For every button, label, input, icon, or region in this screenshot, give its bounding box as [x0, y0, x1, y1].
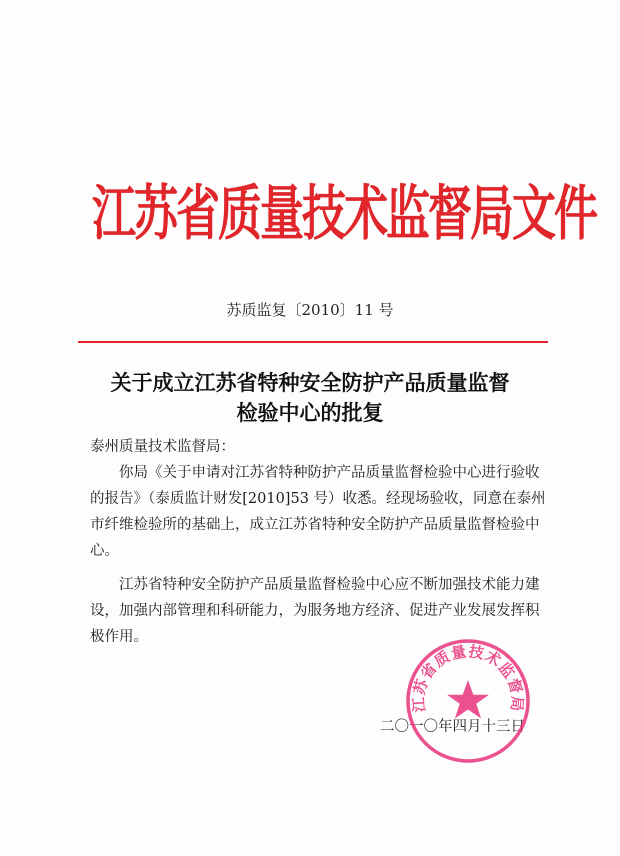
- document-header-title: 江苏省质量技术监督局文件: [92, 179, 596, 249]
- body-paragraph-1: 你局《关于申请对江苏省特种防护产品质量监督检验中心进行验收的报告》（泰质监计财发[2010]53 号）收悉。经现场验收，同意在泰州市纤维检验所的基础上，成立江苏省特种安全防护产品质量监督检验中心。: [90, 465, 546, 559]
- salutation: 泰州质量技术监督局：: [90, 439, 235, 455]
- seal-star-icon: [447, 680, 489, 719]
- body-paragraph-2: 江苏省特种安全防护产品质量监督检验中心应不断加强技术能力建设，加强内部管理和科研能力，为服务地方经济、促进产业发展发挥积极作用。: [90, 577, 540, 645]
- document-title-line-2: 检验中心的批复: [236, 400, 384, 425]
- official-seal: [403, 636, 533, 766]
- document-date: 二〇一〇年四月十三日: [380, 719, 525, 735]
- document-number: 苏质监复〔2010〕11 号: [226, 301, 394, 319]
- seal-text: 江苏省质量技术监督局: [409, 642, 527, 713]
- document-title-line-1: 关于成立江苏省特种安全防护产品质量监督: [110, 370, 510, 395]
- seal-graphic: [403, 636, 533, 766]
- header-divider: [78, 341, 548, 343]
- document-body: [90, 434, 550, 650]
- document-title: [0, 368, 620, 428]
